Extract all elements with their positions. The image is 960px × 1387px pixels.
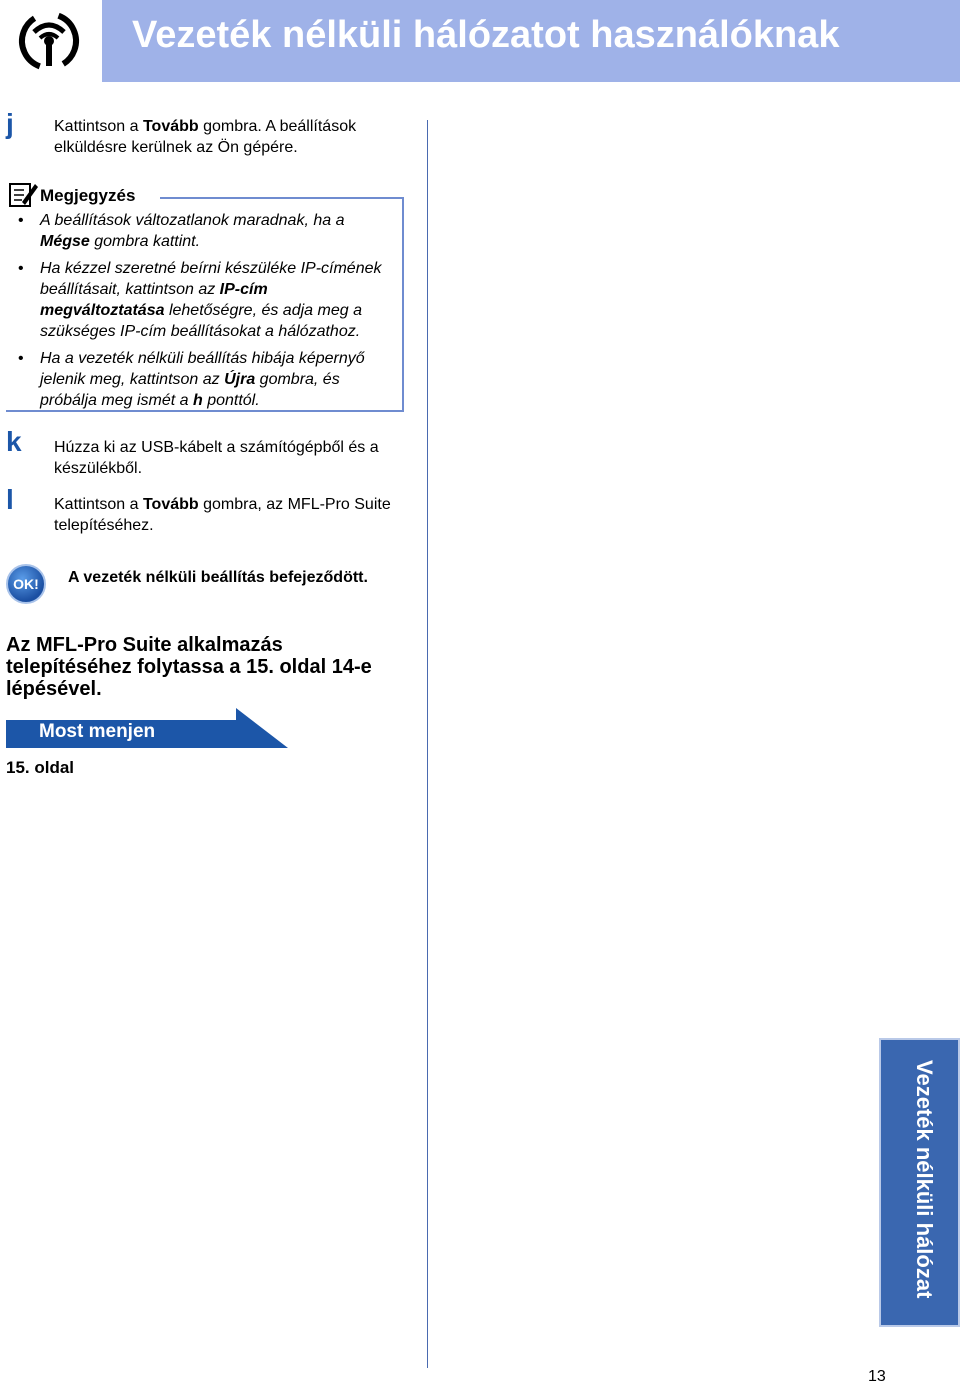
note-pencil-icon: [8, 180, 38, 208]
ok-badge-icon: OK!: [6, 564, 46, 604]
step-letter-l: l: [6, 484, 14, 515]
wireless-network-icon: [4, 10, 94, 72]
step-letter-k: k: [6, 426, 22, 457]
note-divider: [160, 197, 404, 199]
continue-instruction: Az MFL-Pro Suite alkalmazás telepítéséhez folytassa a 15. oldal 14-e lépésével.: [6, 634, 372, 700]
completion-message: A vezeték nélküli beállítás befejeződött.: [68, 569, 368, 586]
list-item: • Ha kézzel szeretné beírni készüléke IP-címének beállításait, kattintson az IP-cím megváltoztatása lehetőségre, és adja meg a szükséges IP-cím beállításokat a hálózathoz.: [18, 260, 382, 340]
note-title: Megjegyzés: [40, 186, 136, 205]
side-tab: [879, 1038, 960, 1327]
column-divider: [427, 120, 428, 1368]
page-reference: 15. oldal: [6, 758, 75, 777]
page-title: Vezeték nélküli hálózatot használóknak: [132, 14, 840, 56]
list-item: • A beállítások változatlanok maradnak, ha a Mégse gombra kattint.: [18, 212, 345, 250]
page-number: 13: [868, 1368, 886, 1385]
step-letter-j: j: [6, 108, 14, 139]
step-text-l: Kattintson a Tovább gombra, az MFL-Pro Suite telepítéséhez.: [54, 496, 391, 534]
note-list: [18, 210, 388, 417]
side-tab-label: Vezeték nélküli hálózat: [912, 1060, 937, 1299]
step-text-j: Kattintson a Tovább gombra. A beállítások elküldésre kerülnek az Ön gépére.: [54, 118, 357, 156]
list-item: • Ha a vezeték nélküli beállítás hibája képernyő jelenik meg, kattintson az Újra gombra, és próbálja meg ismét a h ponttól.: [18, 350, 365, 409]
go-now-label[interactable]: Most menjen: [39, 721, 156, 742]
step-text-k: Húzza ki az USB-kábelt a számítógépből és a készülékből.: [54, 439, 379, 477]
